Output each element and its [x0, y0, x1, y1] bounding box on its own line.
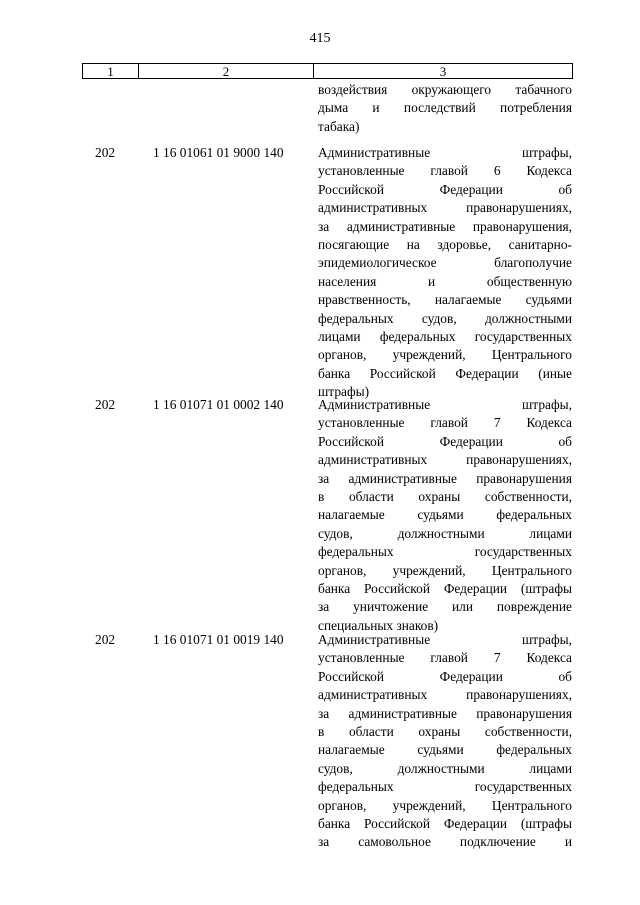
text-line: судов, должностными лицами — [318, 760, 572, 776]
row-code-col2: 1 16 01071 01 0002 140 — [153, 397, 284, 412]
text-line: Российской Федерации об — [318, 181, 572, 197]
text-line: нравственность, налагаемые судьями — [318, 292, 572, 308]
text-line: в области охраны собственности, — [318, 489, 572, 504]
text-line: штрафы) — [318, 384, 370, 400]
text-line: налагаемые судьями федеральных — [318, 742, 572, 758]
text-line: эпидемиологическое благополучие — [318, 255, 572, 271]
row-code-col2: 1 16 01071 01 0019 140 — [153, 632, 284, 647]
table-header — [82, 63, 573, 79]
text-line: за административные правонарушения, — [318, 218, 572, 234]
text-line: органов, учреждений, Центрального — [318, 562, 572, 578]
text-line: банка Российской Федерации (иные — [318, 365, 572, 381]
text-line: Российской Федерации об — [318, 668, 572, 684]
text-line: воздействия окружающего табачного — [318, 82, 572, 97]
column-header-3: 3 — [439, 63, 447, 79]
text-line: федеральных судов, должностными — [318, 310, 572, 326]
text-line: федеральных государственных — [318, 779, 572, 795]
text-line: Административные штрафы, — [318, 397, 572, 412]
text-line: органов, учреждений, Центрального — [318, 797, 572, 813]
text-line: специальных знаков) — [318, 617, 439, 633]
text-line: банка Российской Федерации (штрафы — [318, 816, 572, 831]
text-line: административных правонарушениях, — [318, 687, 572, 703]
row-code-col1: 202 — [95, 632, 116, 647]
text-line: установленные главой 6 Кодекса — [318, 163, 572, 179]
text-line: за административные правонарушения — [318, 705, 572, 721]
text-line: посягающие на здоровье, санитарно- — [318, 237, 572, 252]
row-code-col2: 1 16 01061 01 9000 140 — [153, 145, 284, 160]
text-line: в области охраны собственности, — [318, 724, 572, 739]
text-line: административных правонарушениях, — [318, 452, 572, 468]
text-line: табака) — [318, 118, 360, 134]
text-line: налагаемые судьями федеральных — [318, 507, 572, 523]
text-line: за уничтожение или повреждение — [318, 599, 572, 615]
text-line: банка Российской Федерации (штрафы — [318, 581, 572, 596]
text-line: судов, должностными лицами — [318, 525, 572, 541]
text-line: административных правонарушениях, — [318, 200, 572, 216]
text-line: за административные правонарушения — [318, 470, 572, 486]
text-line: органов, учреждений, Центрального — [318, 347, 572, 363]
text-line: за самовольное подключение и — [318, 834, 572, 850]
page-number: 415 — [309, 31, 331, 46]
text-line: Административные штрафы, — [318, 632, 572, 647]
text-line: Российской Федерации об — [318, 433, 572, 449]
text-line: лицами федеральных государственных — [318, 329, 572, 344]
text-line: федеральных государственных — [318, 544, 572, 560]
text-line: населения и общественную — [318, 273, 572, 289]
text-line: Административные штрафы, — [318, 145, 572, 160]
text-line: установленные главой 7 Кодекса — [318, 650, 572, 666]
text-line: установленные главой 7 Кодекса — [318, 415, 572, 431]
row-code-col1: 202 — [95, 145, 116, 160]
column-header-2: 2 — [139, 64, 314, 78]
row-code-col1: 202 — [95, 397, 116, 412]
text-line: дыма и последствий потребления — [318, 100, 572, 116]
column-header-1: 1 — [83, 64, 139, 78]
